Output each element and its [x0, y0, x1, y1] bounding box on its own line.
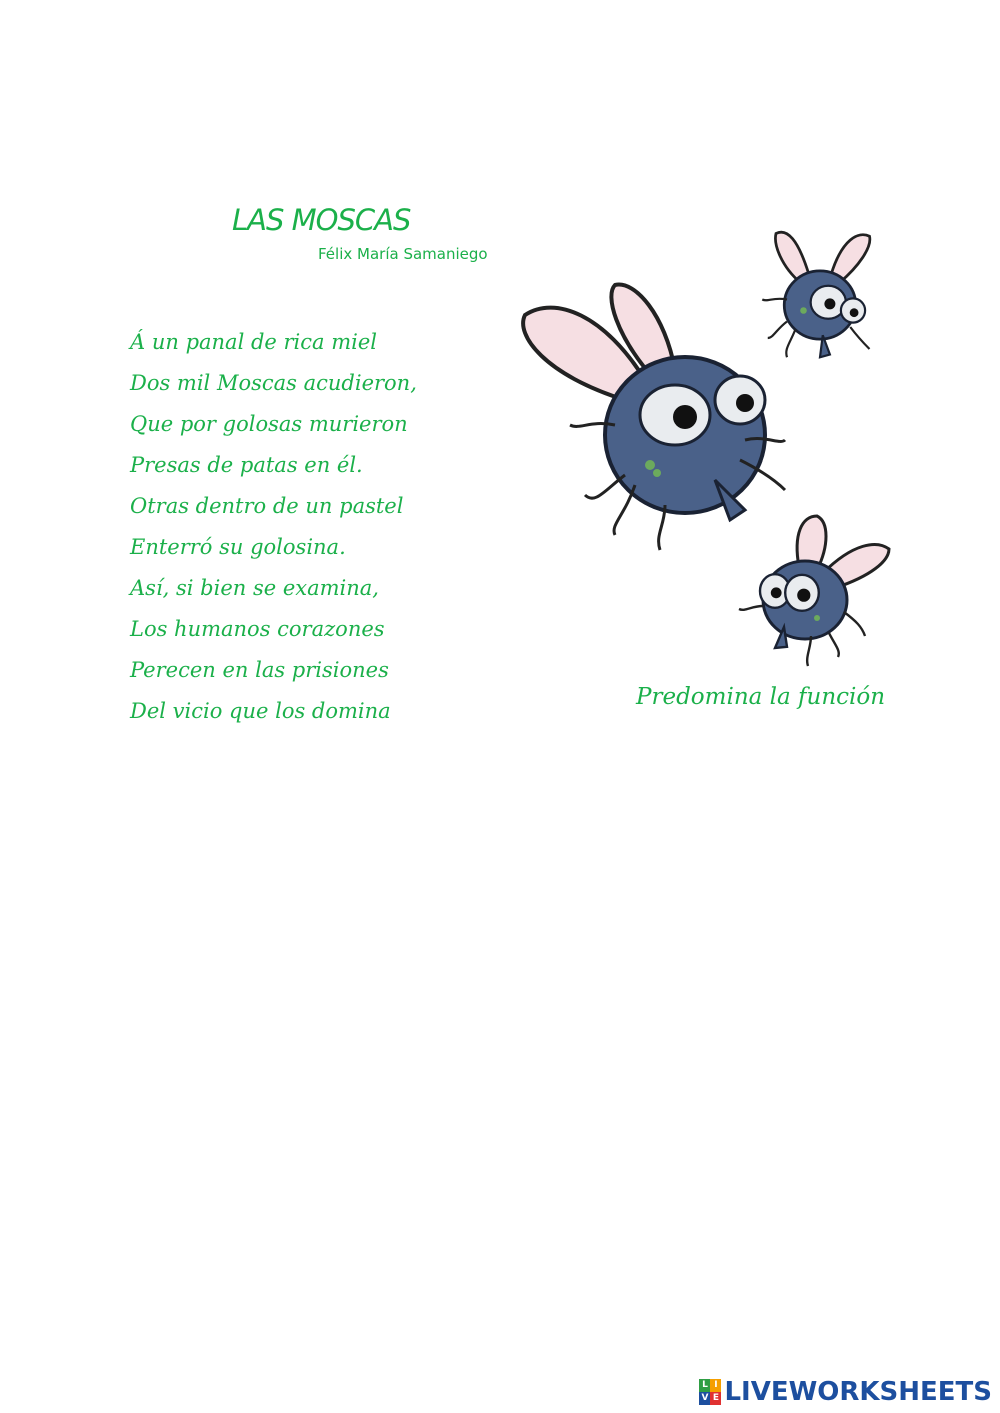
poem-line: Á un panal de rica miel [130, 330, 377, 354]
brand-name: LIVEWORKSHEETS [724, 1377, 992, 1407]
brand-mark-icon [699, 1379, 721, 1405]
poem-line: Enterró su golosina. [130, 535, 346, 559]
fly-icon [762, 232, 870, 357]
poem-line: Presas de patas en él. [130, 453, 363, 477]
poem-title: LAS MOSCAS [232, 203, 411, 237]
logo-letter: L [699, 1379, 710, 1392]
poem-line: Los humanos corazones [130, 617, 385, 641]
brand-logo [699, 1377, 992, 1407]
poem-line: Así, si bien se examina, [130, 576, 379, 600]
caption-text: Predomina la función [636, 684, 886, 710]
poem-author: Félix María Samaniego [318, 245, 488, 263]
poem-line: Del vicio que los domina [130, 699, 391, 723]
logo-letter: I [710, 1379, 721, 1392]
poem-text [130, 323, 417, 733]
poem-line: Que por golosas murieron [130, 412, 408, 436]
poem-line: Dos mil Moscas acudieron, [130, 371, 417, 395]
poem-line: Perecen en las prisiones [130, 658, 389, 682]
fly-icon [523, 285, 785, 550]
poem-line: Otras dentro de un pastel [130, 494, 404, 518]
logo-letter: V [699, 1392, 710, 1405]
flies-illustration [500, 190, 930, 670]
fly-icon [739, 516, 889, 666]
logo-letter: E [710, 1392, 721, 1405]
